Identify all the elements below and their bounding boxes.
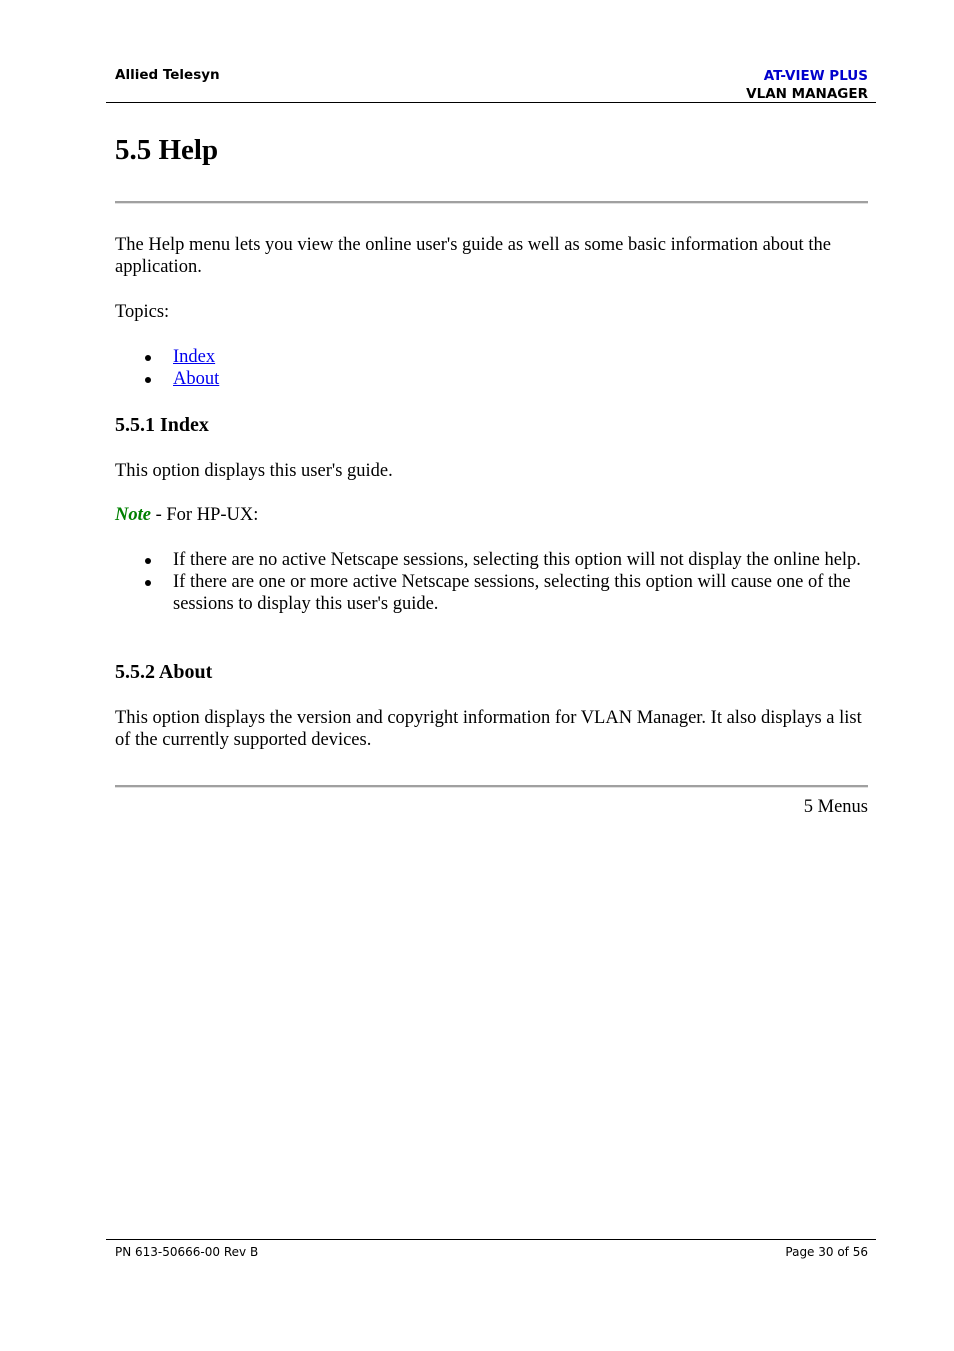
header-product: AT-VIEW PLUS bbox=[763, 68, 868, 84]
note-label: Note bbox=[115, 505, 151, 525]
index-body: This option displays this user's guide. bbox=[115, 461, 393, 481]
note-text: - For HP-UX: bbox=[150, 505, 259, 525]
index-heading: 5.5.1 Index bbox=[115, 414, 209, 436]
footer-divider bbox=[106, 1239, 876, 1240]
section-end-divider bbox=[115, 785, 868, 788]
footer-part-number: PN 613-50666-00 Rev B bbox=[115, 1245, 259, 1259]
header-company: Allied Telesyn bbox=[115, 67, 220, 83]
header-subproduct: VLAN MANAGER bbox=[746, 86, 868, 102]
header-product-block bbox=[746, 67, 868, 103]
intro-paragraph: The Help menu lets you view the online user's guide as well as some basic information about the application. bbox=[115, 235, 831, 277]
list-item: If there are no active Netscape sessions, selecting this option will not display the online help. bbox=[115, 549, 868, 571]
header-divider bbox=[106, 102, 876, 103]
topic-link-about[interactable]: About bbox=[173, 369, 220, 389]
list-item: If there are one or more active Netscape sessions, selecting this option will cause one of the sessions to display this user's guide. bbox=[115, 571, 868, 615]
section-footer-label: 5 Menus bbox=[803, 797, 868, 817]
topics-list bbox=[115, 346, 868, 390]
topic-link-index[interactable]: Index bbox=[173, 347, 216, 367]
note-bullets bbox=[115, 549, 868, 615]
topics-label: Topics: bbox=[115, 302, 170, 322]
about-heading: 5.5.2 About bbox=[115, 661, 213, 683]
footer-page-number: Page 30 of 56 bbox=[785, 1245, 868, 1259]
note-paragraph bbox=[115, 504, 868, 526]
page-title: 5.5 Help bbox=[115, 134, 219, 166]
about-body: This option displays the version and copyright information for VLAN Manager. It also displays a list of the currently supported devices. bbox=[115, 708, 862, 750]
list-item bbox=[115, 346, 868, 368]
list-item bbox=[115, 368, 868, 390]
title-divider bbox=[115, 201, 868, 204]
